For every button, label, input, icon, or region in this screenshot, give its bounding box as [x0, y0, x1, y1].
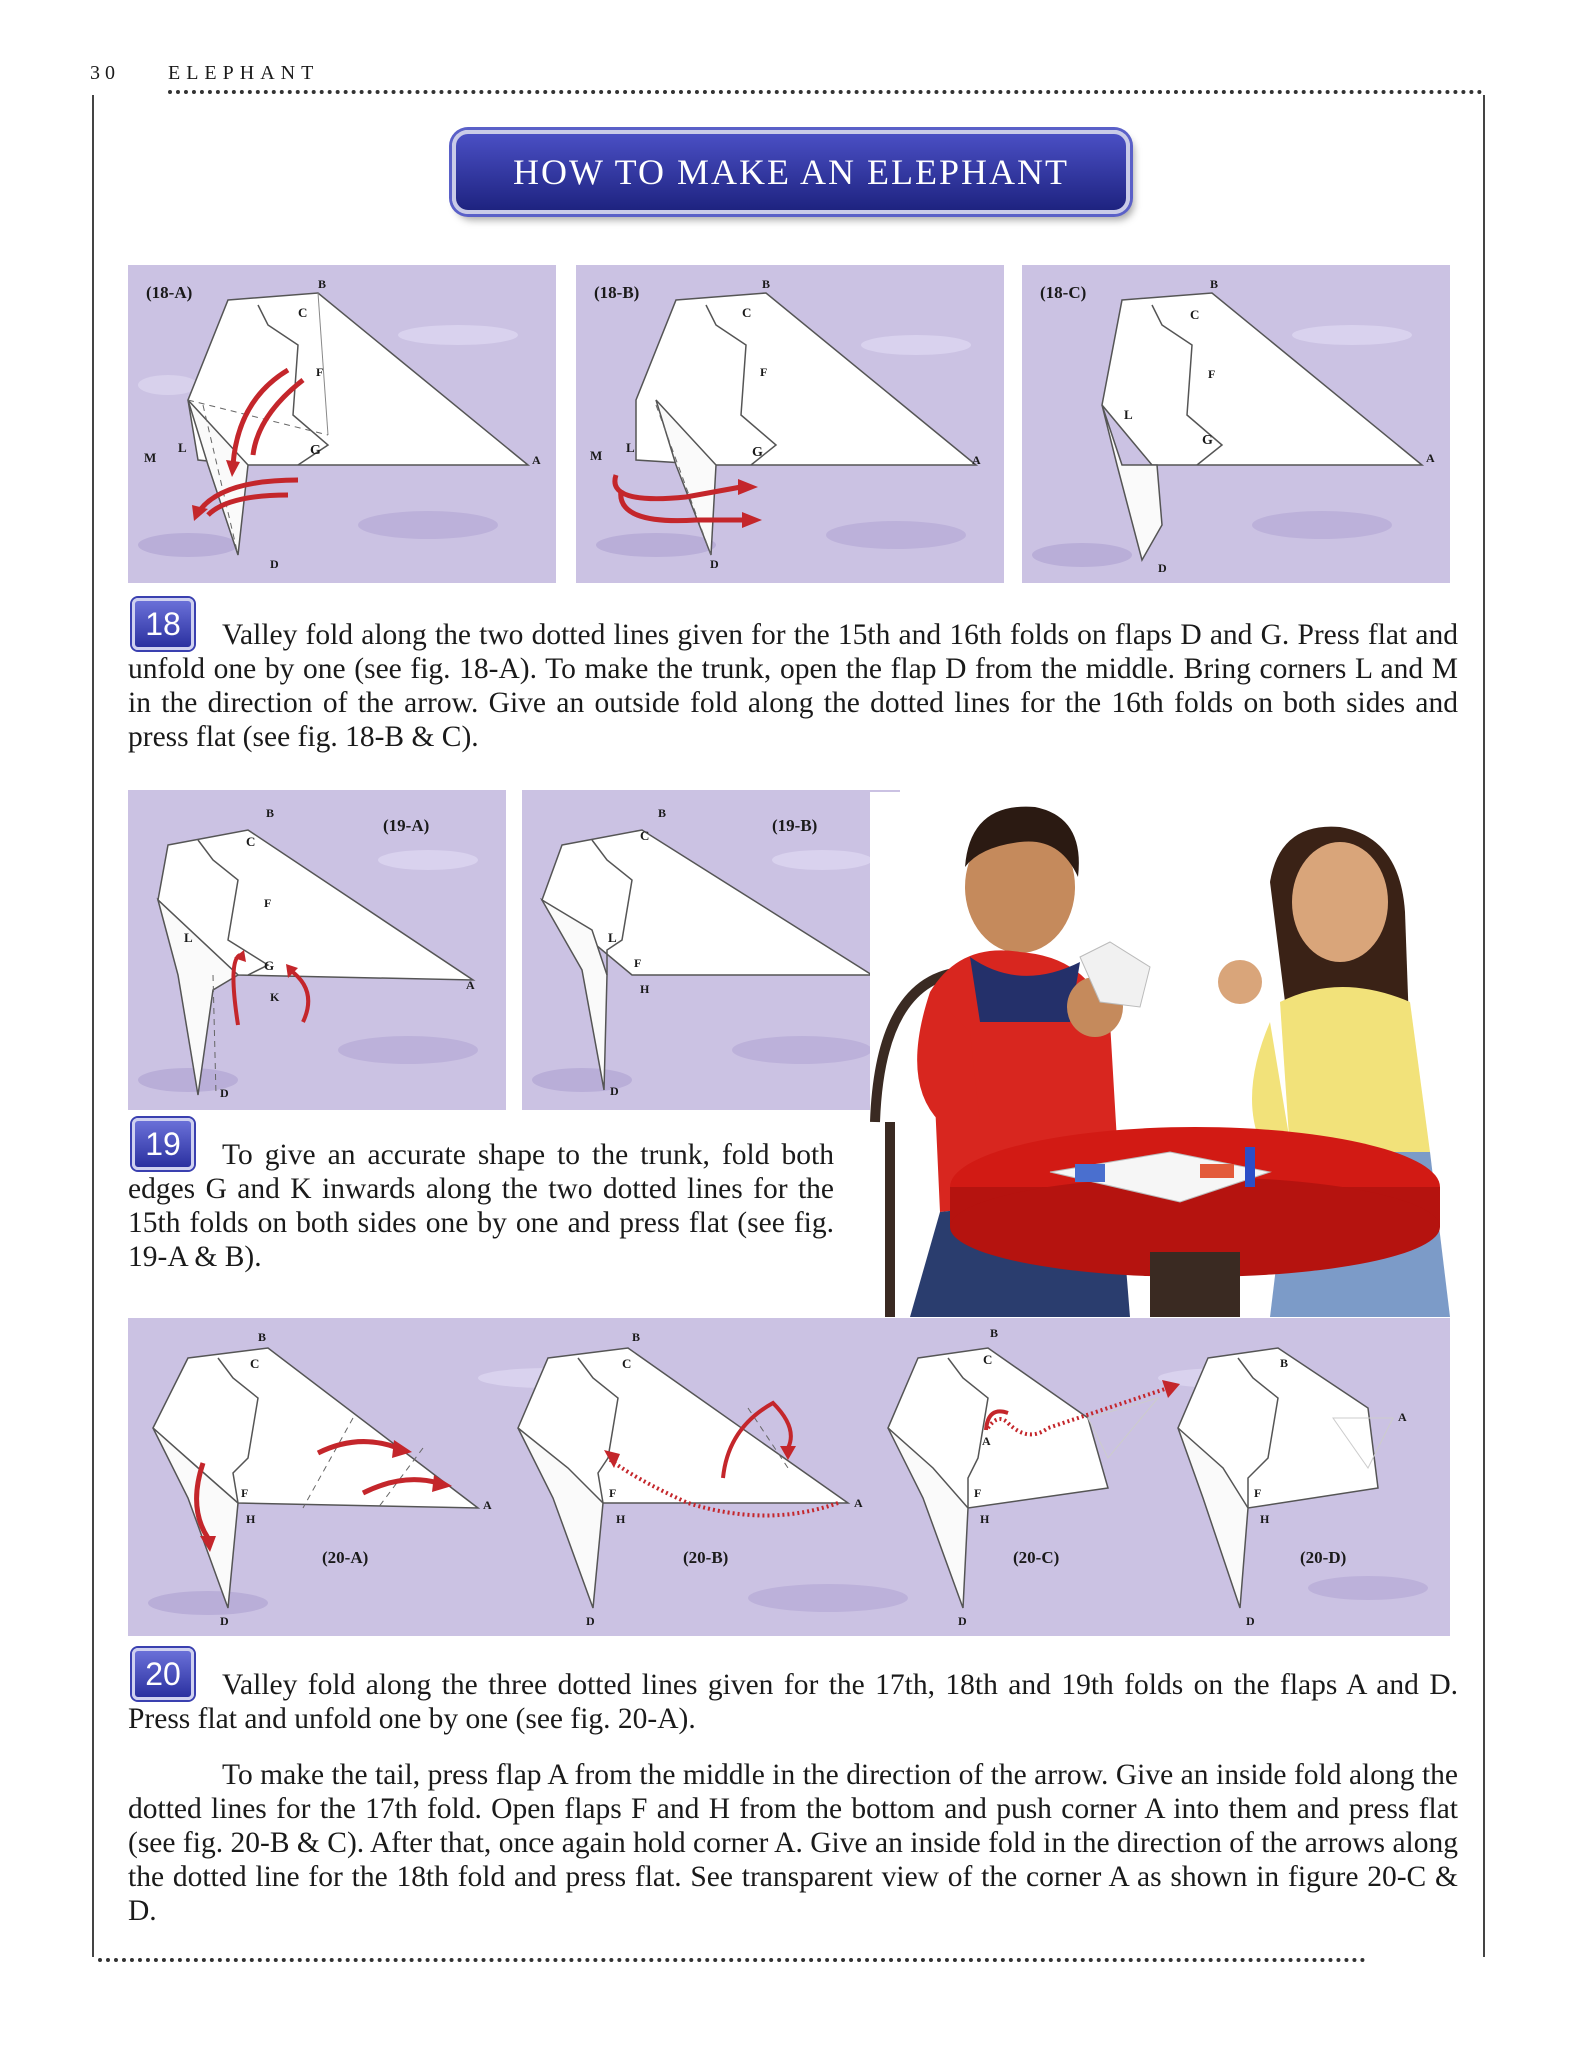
label-c: C: [622, 1356, 632, 1371]
label-f: F: [241, 1486, 249, 1500]
label-d: D: [958, 1614, 967, 1628]
label-b: B: [658, 806, 667, 820]
figure-20-strip: [128, 1318, 1450, 1636]
label-f: F: [264, 896, 272, 910]
figure-19a-panel: [128, 790, 506, 1110]
step-number-18: 18: [132, 598, 194, 650]
step-20-text-continued: To make the tail, press flap A from the middle in the direction of the arrow. Give an inside fold along the dotted lines for the 17th fold. Open flaps F and H from the bottom and push corner A into them and press flat (see fig. 20-B & C). After that, once again hold corner A. Give an inside fold in the direction of the arrows along the dotted line for the 18th fold and press flat. See transparent view of the corner A as shown in figure 20-C & D.: [128, 1759, 1458, 1927]
left-rule: [92, 95, 94, 1957]
label-a: A: [1426, 451, 1435, 465]
label-c: C: [250, 1356, 260, 1371]
label-a: A: [854, 1496, 863, 1510]
label-d: D: [270, 557, 279, 571]
label-c: C: [742, 305, 752, 320]
label-b: B: [990, 1326, 999, 1340]
label-f: F: [1254, 1486, 1262, 1500]
label-f: F: [760, 365, 768, 379]
page-title-box: [452, 130, 1130, 214]
label-b: B: [762, 277, 771, 291]
step-number-19: 19: [132, 1118, 194, 1170]
label-l: L: [184, 930, 193, 945]
step-18-text: Valley fold along the two dotted lines given for the 15th and 16th folds on flaps D and G. Press flat and unfold one by one (see fig. 18-A). To make the trunk, open the flap D from the middle. Bring corners L and M in the direction of the arrow. Give an outside fold along the dotted lines for the 16th folds on both sides and press flat (see fig. 18-B & C).: [128, 619, 1458, 753]
label-g: G: [264, 958, 275, 973]
running-header: ELEPHANT: [168, 62, 320, 84]
label-l: L: [626, 440, 635, 455]
figure-18b-panel: [576, 265, 1004, 583]
label-d: D: [710, 557, 719, 571]
label-l: L: [608, 930, 617, 945]
label-h: H: [640, 982, 650, 996]
figure-label: (19-B): [772, 816, 818, 835]
right-rule: [1483, 95, 1485, 1957]
figure-label: (18-A): [146, 283, 193, 302]
label-a: A: [972, 453, 981, 467]
label-f: F: [974, 1486, 982, 1500]
label-c: C: [246, 834, 256, 849]
label-h: H: [616, 1512, 626, 1526]
figure-label: (19-A): [383, 816, 430, 835]
label-f: F: [634, 956, 642, 970]
figure-label: (20-A): [322, 1548, 369, 1567]
label-b: B: [632, 1330, 641, 1344]
label-d: D: [220, 1614, 229, 1628]
label-c: C: [983, 1352, 993, 1367]
step-20-text: Valley fold along the three dotted lines given for the 17th, 18th and 19th folds on the flaps A and D. Press flat and unfold one by one (see fig. 20-A).: [128, 1669, 1458, 1735]
label-a: A: [1398, 1410, 1407, 1424]
figure-18a-panel: [128, 265, 556, 583]
label-d: D: [220, 1086, 229, 1100]
figure-label: (20-D): [1300, 1548, 1347, 1567]
figure-19b-panel: [522, 790, 900, 1110]
label-m: M: [590, 448, 603, 463]
label-g: G: [310, 443, 321, 458]
label-a: A: [532, 453, 541, 467]
label-f: F: [1208, 367, 1216, 381]
label-d: D: [1158, 561, 1167, 575]
label-a: A: [466, 978, 475, 992]
label-d: D: [1246, 1614, 1255, 1628]
label-a: A: [982, 1434, 991, 1448]
label-b: B: [318, 277, 327, 291]
label-l: L: [178, 440, 187, 455]
label-f: F: [316, 365, 324, 379]
label-h: H: [246, 1512, 256, 1526]
label-d: D: [610, 1084, 619, 1098]
top-dotted-rule: [168, 90, 1483, 94]
label-b: B: [1280, 1356, 1289, 1370]
label-h: H: [980, 1512, 990, 1526]
label-c: C: [298, 305, 308, 320]
label-h: H: [1260, 1512, 1270, 1526]
step-number-20: 20: [132, 1648, 194, 1700]
label-b: B: [1210, 277, 1219, 291]
step-19-text: To give an accurate shape to the trunk, fold both edges G and K inwards along the two dotted lines for the 15th folds on both sides one by one and press flat (see fig. 19-A & B).: [128, 1139, 834, 1273]
bottom-dotted-rule: [98, 1958, 1366, 1962]
label-d: D: [586, 1614, 595, 1628]
label-l: L: [1124, 407, 1133, 422]
figure-label: (20-B): [683, 1548, 729, 1567]
label-m: M: [144, 450, 157, 465]
label-f: F: [609, 1486, 617, 1500]
label-g: G: [1202, 433, 1213, 448]
page-number: 30: [90, 62, 120, 84]
children-folding-photo: [870, 792, 1482, 1317]
figure-18c-panel: [1022, 265, 1450, 583]
figure-label: (18-C): [1040, 283, 1087, 302]
figure-label: (18-B): [594, 283, 640, 302]
label-b: B: [258, 1330, 267, 1344]
label-c: C: [640, 828, 650, 843]
label-g: G: [752, 445, 763, 460]
page-title: HOW TO MAKE AN ELEPHANT: [513, 152, 1069, 192]
label-k: K: [270, 990, 280, 1004]
label-b: B: [266, 806, 275, 820]
label-a: A: [483, 1498, 492, 1512]
label-c: C: [1190, 307, 1200, 322]
figure-label: (20-C): [1013, 1548, 1060, 1567]
